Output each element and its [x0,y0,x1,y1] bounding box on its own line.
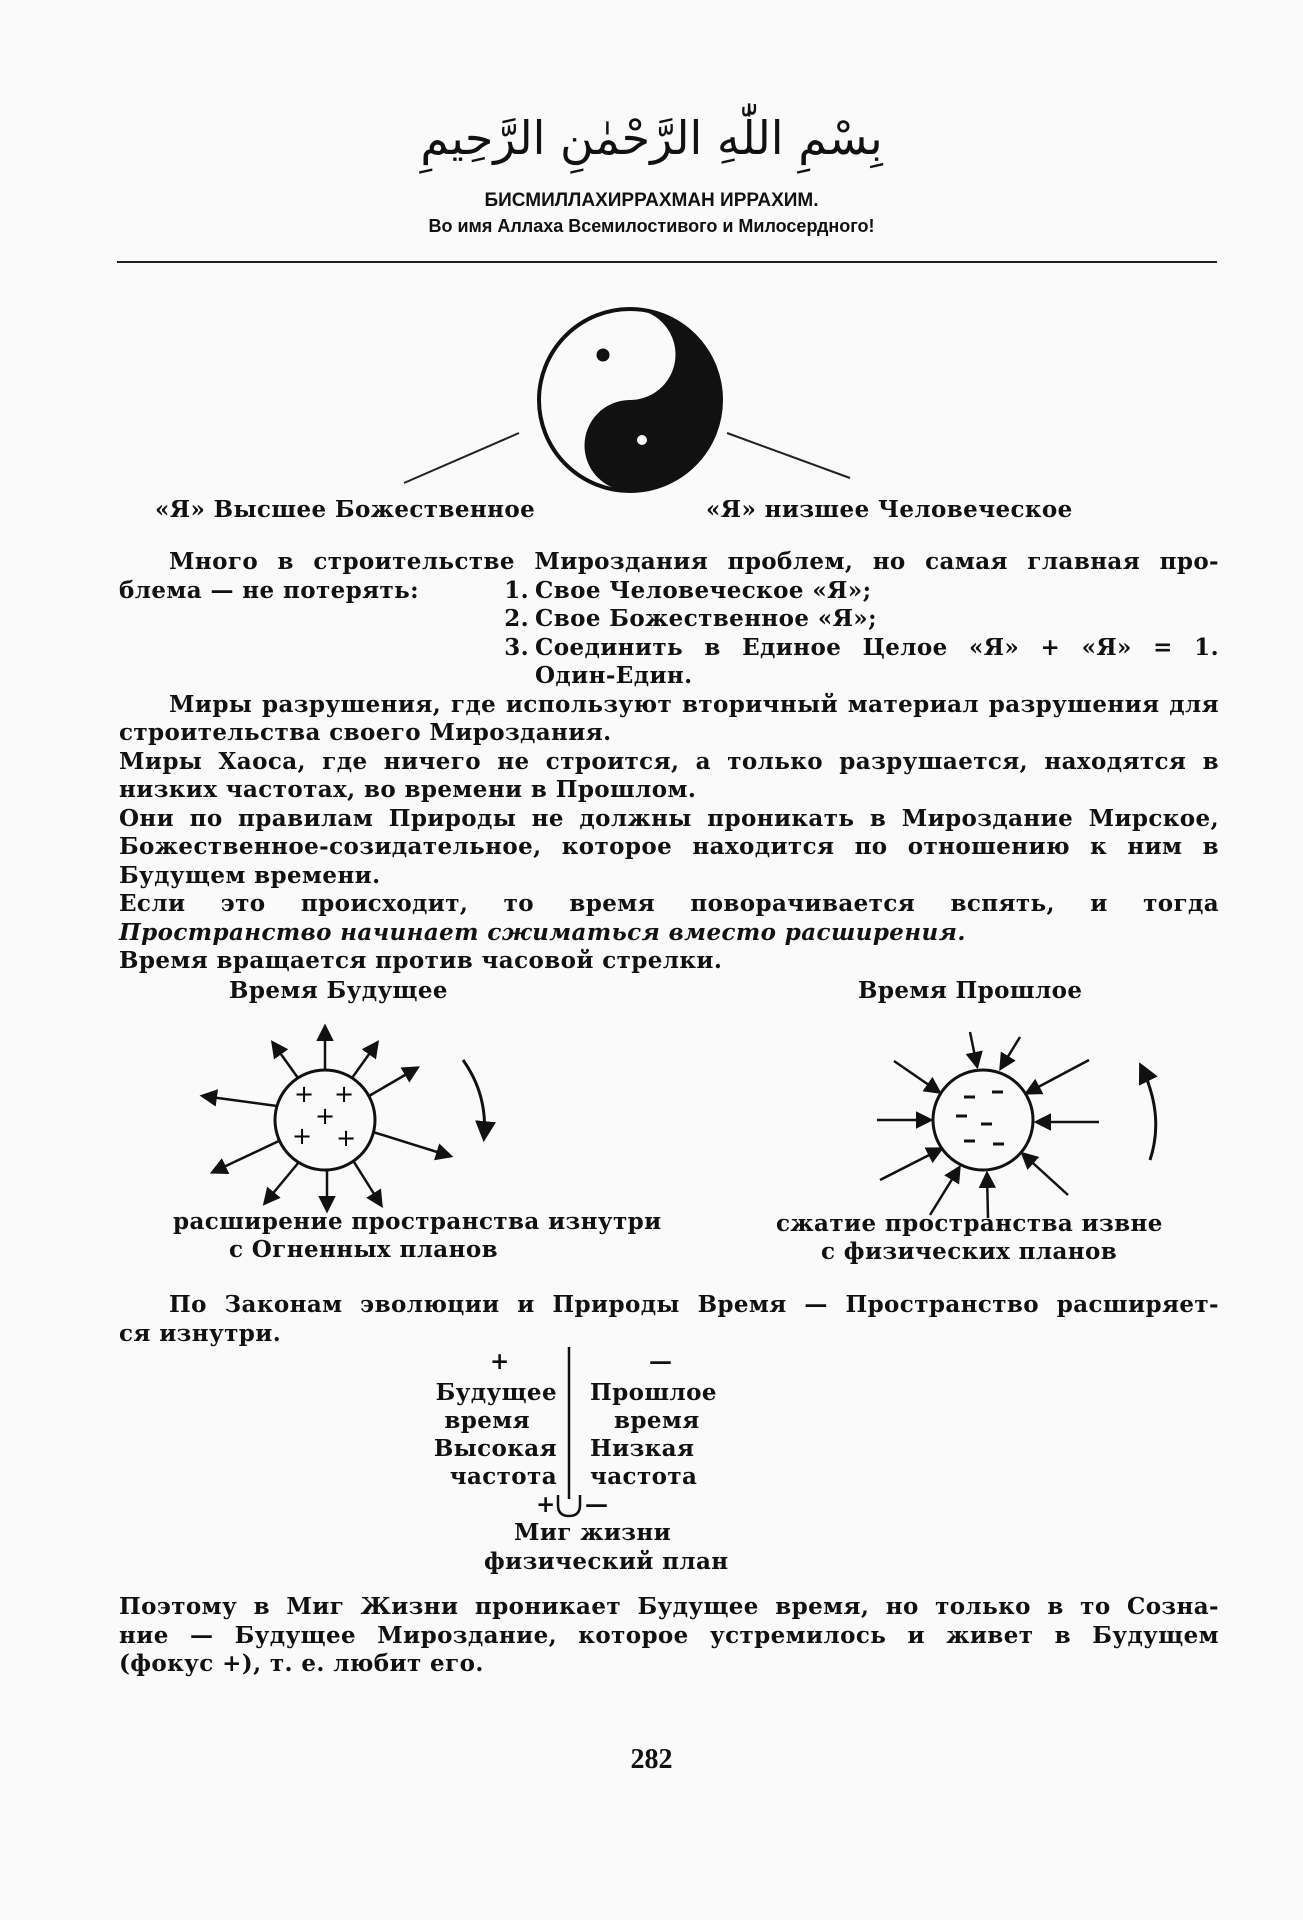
minus-sign: — [649,1348,673,1375]
header-rule [117,261,1217,263]
list-item-1: 1. Свое Человеческое «Я»; [504,576,872,604]
italic-emphasis: Пространство начинает сжиматься вместо расширения. [119,918,966,946]
bottom-minus-sign: — [585,1491,609,1518]
law-line-1: По Законам эволюции и Природы Время — Пространство расширяет- [169,1291,1219,1318]
right-pointer-line [727,433,850,478]
lower-self-caption: «Я» низшее Человеческое [706,496,1073,523]
conclusion-line-1: Поэтому в Миг Жизни проникает Будущее время, но только в то Созна- [119,1593,1219,1620]
future-expansion-diagram [180,1020,520,1220]
low-frequency-label: Низкая [590,1435,695,1462]
past-time-title: Время Прошлое [858,977,1083,1004]
conclusion-paragraph [119,1593,1219,1679]
higher-self-caption: «Я» Высшее Божественное [155,496,536,523]
past-compression-diagram [840,1020,1180,1220]
header-title: БИСМИЛЛАХИРРАХМАН ИРРАХИМ. [484,190,819,211]
future-time-label-2: время [444,1407,530,1434]
para-destruction: Миры разрушения, где используют вторичный материал разрушения для строительства своего Мироздания. [119,690,1219,746]
yang-dot [637,435,647,445]
left-pointer-line [404,433,519,483]
para1-line1: Много в строительстве Мироздания проблем, но самая главная про- [169,548,1219,575]
para-rotation: Время вращается против часовой стрелки. [119,947,723,974]
high-frequency-label: Высокая [433,1435,557,1462]
moment-of-life-label: Миг жизни [514,1519,672,1546]
para1-line2 [119,577,1219,606]
future-caption-1: расширение пространства изнутри [173,1208,662,1235]
past-time-label-2: время [614,1407,700,1434]
yin-dot [597,349,610,362]
future-time-title: Время Будущее [229,977,448,1004]
conclusion-line-3: (фокус +), т. е. любит его. [119,1650,484,1677]
law-line-2: ся изнутри. [119,1319,282,1347]
yin-yang-diagram [395,300,865,500]
low-frequency-label-2: частота [590,1463,698,1490]
header-subtitle: Во имя Аллаха Всемилостивого и Милосердного! [428,216,875,236]
physical-plane-label: физический план [484,1548,729,1575]
arabic-calligraphy: بِسْمِ اللّٰهِ الرَّحْمٰنِ الرَّحِيمِ [420,111,883,165]
plus-sign: + [291,1122,313,1150]
clockwise-arrow [463,1060,485,1138]
conclusion-line-2: ние — Будущее Мироздание, которое устремилось и живет в Будущем [119,1621,1219,1649]
yin-yang-symbol [539,309,721,491]
law-paragraph [119,1291,1219,1348]
list-item-2: 2. Свое Божественное «Я»; [504,605,877,632]
para-rules: Они по правилам Природы не должны проникать в Мироздание Мирское, Божественное-созидательное, которое находится по отношению к ним в Будущем времени. [119,804,1219,889]
past-time-label: Прошлое [590,1379,717,1406]
list-item-3-cont: Один-Един. [535,662,693,689]
main-text [119,548,1219,976]
past-caption-2: с физических планов [821,1238,1118,1265]
plus-sign: + [490,1348,510,1375]
high-frequency-label-2: частота [449,1463,557,1490]
future-caption-2: с Огненных планов [229,1236,498,1263]
bottom-plus-sign: + [536,1491,556,1518]
plus-sign: + [293,1080,315,1108]
para1-lead: блема — не потерять: [119,576,420,604]
counterclockwise-arrow [1141,1066,1156,1160]
para-reverse: Если это происходит, то время поворачивается вспять, и тогда Пространство начинает сжиматься вместо расширения. [119,890,1219,946]
plus-sign: + [314,1102,336,1130]
past-caption-1: сжатие пространства извне [776,1210,1163,1237]
plus-sign: + [335,1124,357,1152]
para-chaos: Миры Хаоса, где ничего не строится, а только разрушается, находятся в низких частотах, во времени в Прошлом. [119,747,1219,803]
list-item-3: 3. Соединить в Единое Целое «Я» + «Я» = 1. [504,633,1219,661]
past-sphere [933,1070,1033,1170]
future-time-label: Будущее [435,1379,557,1406]
page-number: 282 [630,1744,673,1775]
plus-sign: + [333,1080,355,1108]
